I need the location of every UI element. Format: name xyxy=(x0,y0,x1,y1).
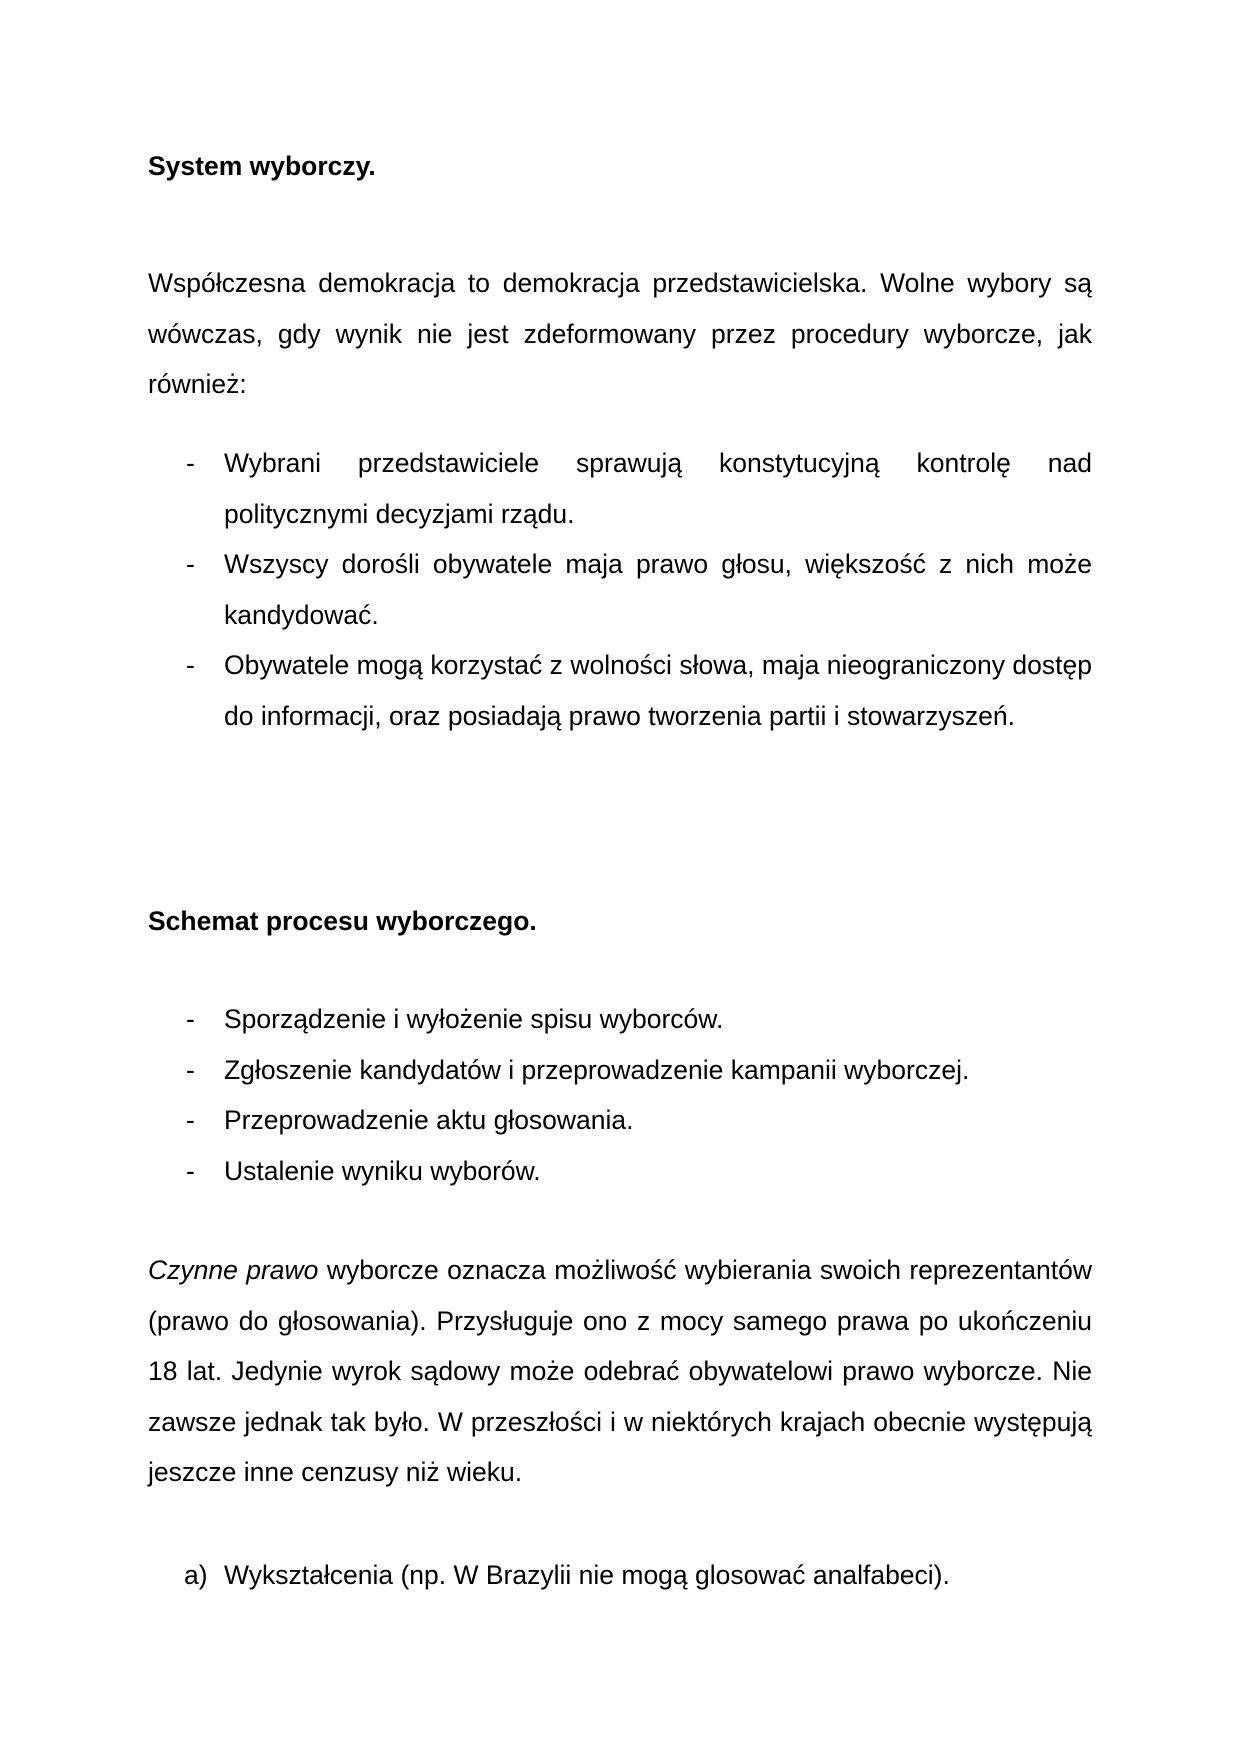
list-item xyxy=(148,438,1092,539)
list-item-text: Obywatele mogą korzystać z wolności słowa, maja nieograniczony dostęp do informacji, oraz posiadają prawo tworzenia partii i stowarzyszeń. xyxy=(224,650,1092,731)
list-item-text: Wybrani przedstawiciele sprawują konstytucyjną kontrolę nad politycznymi decyzjami rządu. xyxy=(224,448,1092,529)
schema-heading: Schemat procesu wyborczego. xyxy=(148,906,537,936)
list-item xyxy=(148,1146,1092,1197)
list-item-text: Wykształcenia (np. W Brazylii nie mogą glosować analfabeci). xyxy=(224,1560,950,1590)
list-item xyxy=(148,1550,1092,1601)
list-item-text: Wszyscy dorośli obywatele maja prawo głosu, większość z nich może kandydować. xyxy=(224,549,1092,630)
list-item-text: Zgłoszenie kandydatów i przeprowadzenie kampanii wyborczej. xyxy=(224,1054,970,1085)
conditions-list xyxy=(148,438,1092,741)
list-marker: - xyxy=(186,1155,195,1186)
active-right-text: wyborcze oznacza możliwość wybierania swoich reprezentantów (prawo do głosowania). Przysługuje ono z mocy samego prawa po ukończeniu 18 lat. Jedynie wyrok sądowy może odebrać obywatelowi prawo wyborcze. Nie zawsze jednak tak było. W przeszłości i w niektórych krajach obecnie występują jeszcze inne cenzusy niż wieku. xyxy=(148,1255,1092,1487)
list-marker: a) xyxy=(184,1560,208,1590)
list-item xyxy=(148,994,1092,1045)
list-marker: - xyxy=(186,1054,195,1085)
list-item xyxy=(148,640,1092,741)
census-list xyxy=(148,1550,1092,1601)
list-marker: - xyxy=(186,1004,195,1034)
active-right-paragraph xyxy=(148,1245,1092,1498)
list-item-text: Przeprowadzenie aktu głosowania. xyxy=(224,1105,634,1135)
intro-paragraph: Współczesna demokracja to demokracja przedstawicielska. Wolne wybory są wówczas, gdy wynik nie jest zdeformowany przez procedury wyborcze, jak również: xyxy=(148,268,1092,399)
list-item xyxy=(148,1095,1092,1146)
active-right-term: Czynne prawo xyxy=(148,1255,319,1285)
schema-list xyxy=(148,994,1092,1196)
list-marker: - xyxy=(186,549,195,579)
list-marker: - xyxy=(186,1105,195,1135)
list-marker: - xyxy=(186,650,195,680)
list-marker: - xyxy=(186,448,195,478)
list-item-text: Ustalenie wyniku wyborów. xyxy=(224,1155,541,1186)
list-item xyxy=(148,1045,1092,1096)
document-title: System wyborczy. xyxy=(148,151,376,181)
list-item xyxy=(148,539,1092,640)
list-item-text: Sporządzenie i wyłożenie spisu wyborców. xyxy=(224,1004,724,1034)
